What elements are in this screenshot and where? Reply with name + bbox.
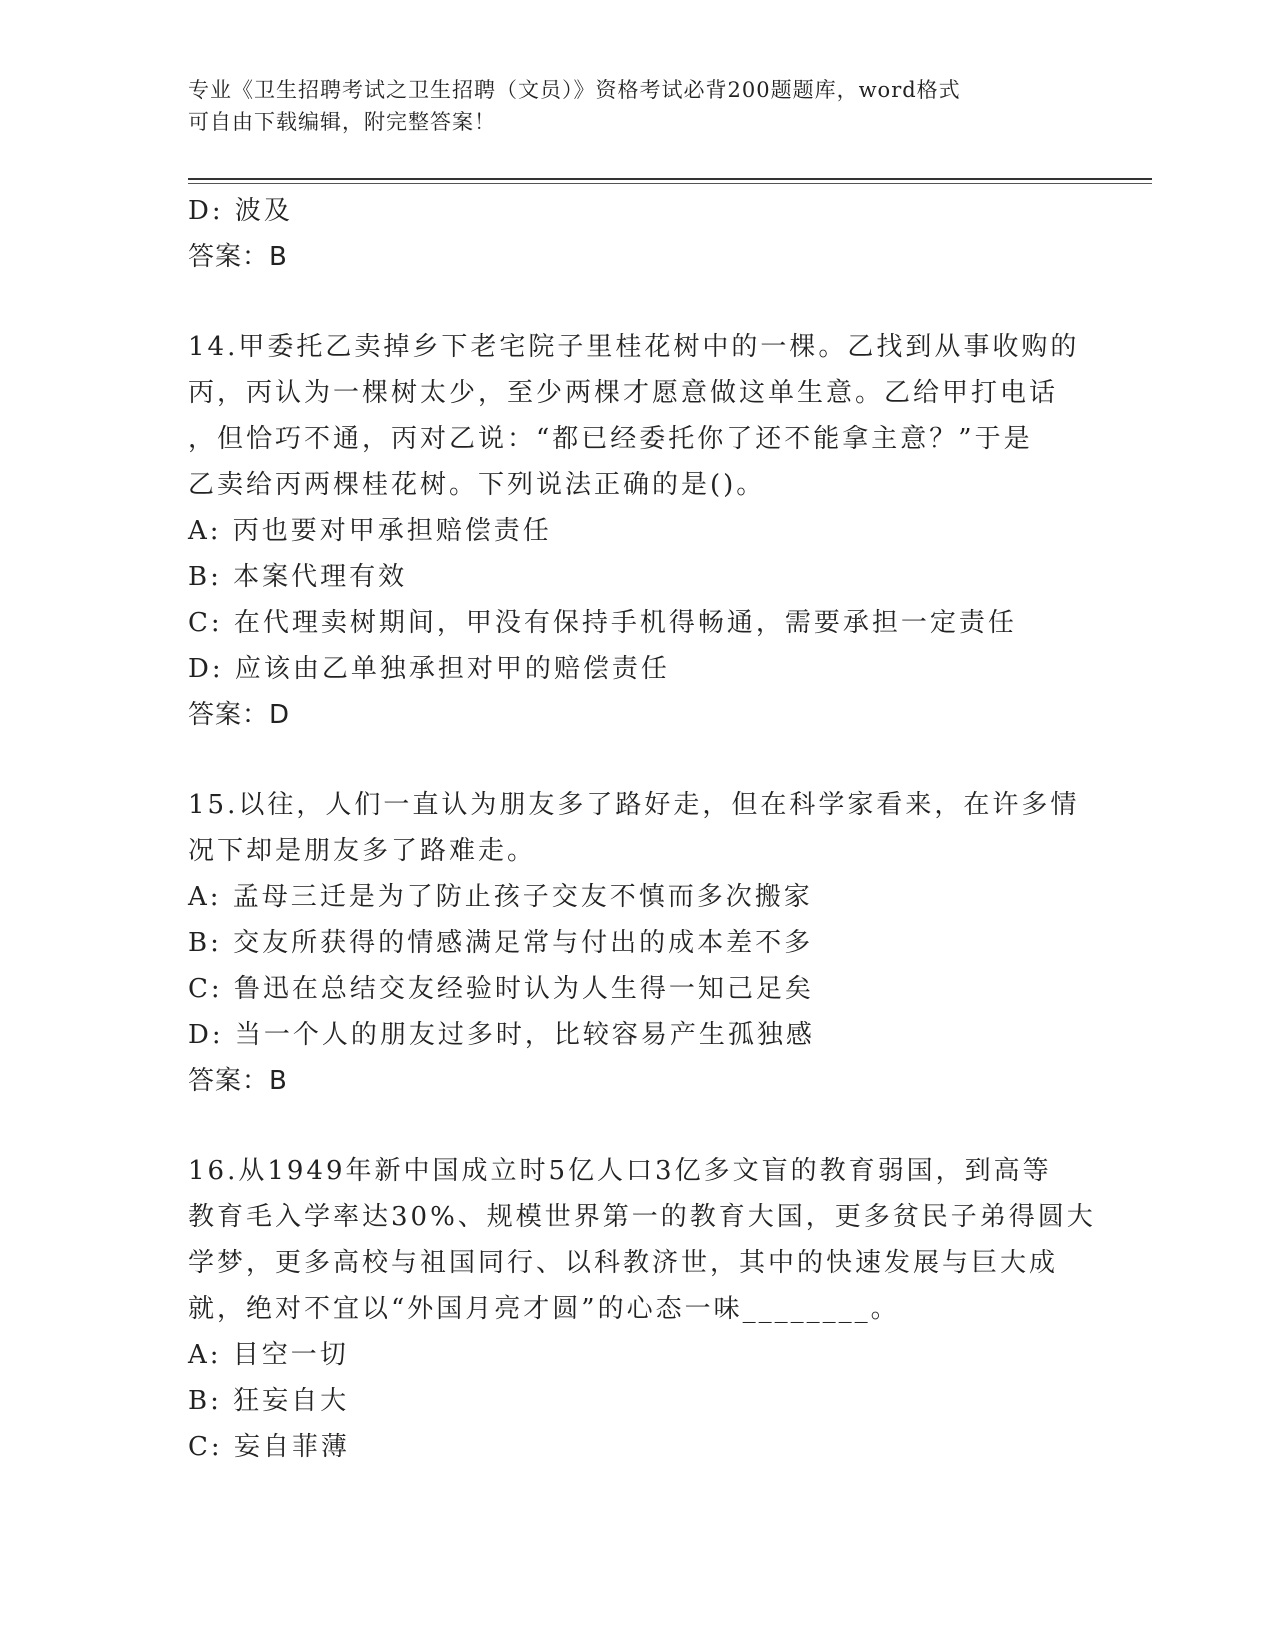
header-title-line-2: 可自由下载编辑，附完整答案！ [188, 110, 496, 134]
stem-line: 学梦，更多高校与祖国同行、以科教济世，其中的快速发展与巨大成 [188, 1248, 1059, 1278]
answer: 答案：B [188, 1066, 288, 1096]
stem-line: ，但恰巧不通，丙对乙说：“都已经委托你了还不能拿主意？”于是 [188, 424, 1033, 454]
option-b: B: 交友所获得的情感满足常与付出的成本差不多 [188, 928, 814, 958]
question-stem [188, 1148, 1096, 1332]
option-a: A: 目空一切 [188, 1340, 349, 1370]
stem-line: 丙，丙认为一棵树太少，至少两棵才愿意做这单生意。乙给甲打电话 [188, 378, 1059, 408]
stem-line: 15.以往，人们一直认为朋友多了路好走，但在科学家看来，在许多情 [188, 790, 1080, 820]
stem-line: 乙卖给丙两棵桂花树。下列说法正确的是()。 [188, 470, 766, 500]
option-b: B: 本案代理有效 [188, 562, 408, 592]
prev-answer: 答案：B [188, 242, 288, 272]
header-divider-thick [188, 178, 1152, 180]
option-a: A: 孟母三迁是为了防止孩子交友不慎而多次搬家 [188, 882, 813, 912]
option-d: D: 应该由乙单独承担对甲的赔偿责任 [188, 654, 670, 684]
header-divider-thin [188, 183, 1152, 184]
option-a: A: 丙也要对甲承担赔偿责任 [188, 516, 552, 546]
stem-line: 就，绝对不宜以“外国月亮才圆”的心态一味________。 [188, 1294, 900, 1324]
question-14 [188, 324, 1088, 738]
question-15 [188, 782, 1088, 1104]
option-b: B: 狂妄自大 [188, 1386, 350, 1416]
option-c: C: 在代理卖树期间，甲没有保持手机得畅通，需要承担一定责任 [188, 608, 1017, 638]
question-stem [188, 324, 1088, 508]
stem-line: 14.甲委托乙卖掉乡下老宅院子里桂花树中的一棵。乙找到从事收购的 [188, 332, 1080, 362]
answer: 答案：D [188, 700, 291, 730]
document-body [188, 188, 1096, 1470]
option-c: C: 鲁迅在总结交友经验时认为人生得一知己足矣 [188, 974, 814, 1004]
question-stem [188, 782, 1088, 874]
stem-line: 16.从1949年新中国成立时5亿人口3亿多文盲的教育弱国，到高等 [188, 1156, 1052, 1186]
option-c: C: 妄自菲薄 [188, 1432, 350, 1462]
document-header [188, 74, 1088, 138]
header-title-line-1: 专业《卫生招聘考试之卫生招聘（文员）》资格考试必背200题题库，word格式 [188, 78, 961, 102]
stem-line: 教育毛入学率达30%、规模世界第一的教育大国，更多贫民子弟得圆大 [188, 1202, 1096, 1232]
option-d: D: 当一个人的朋友过多时，比较容易产生孤独感 [188, 1020, 815, 1050]
stem-line: 况下却是朋友多了路难走。 [188, 836, 537, 866]
prev-option-d: D: 波及 [188, 196, 293, 226]
question-16 [188, 1148, 1096, 1470]
